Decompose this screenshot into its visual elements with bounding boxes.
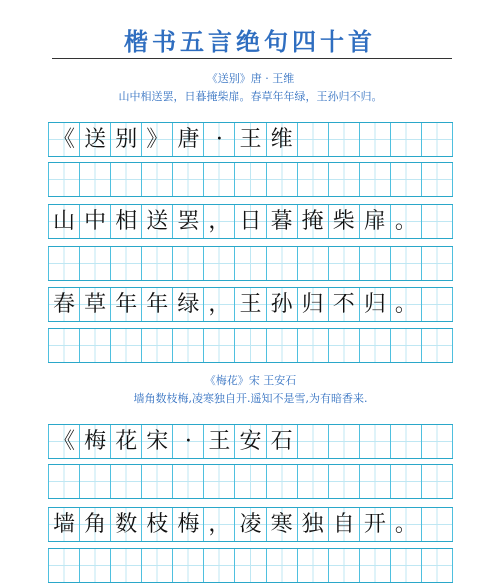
cell-character: 王 bbox=[239, 126, 262, 152]
cell-character: 梅 bbox=[84, 428, 107, 454]
grid-cell bbox=[421, 329, 453, 362]
grid-cell bbox=[328, 247, 359, 280]
cell-character: ， bbox=[208, 208, 231, 234]
cell-character: 归 bbox=[363, 291, 386, 317]
grid-cell bbox=[172, 425, 203, 458]
cell-character: 墙 bbox=[53, 511, 76, 537]
grid-cell bbox=[48, 205, 79, 238]
grid-cell bbox=[79, 163, 110, 196]
grid-cell bbox=[328, 329, 359, 362]
grid-cell bbox=[421, 425, 453, 458]
grid-cell bbox=[297, 465, 328, 498]
grid-cell bbox=[390, 329, 421, 362]
cell-character: 独 bbox=[301, 511, 324, 537]
grid-cell bbox=[141, 247, 172, 280]
grid-cell bbox=[203, 508, 234, 541]
cell-character: 角 bbox=[84, 511, 107, 537]
cell-character: 日 bbox=[239, 208, 262, 234]
cell-character: 归 bbox=[301, 291, 324, 317]
grid-cell bbox=[79, 205, 110, 238]
grid-cell bbox=[48, 508, 79, 541]
cell-character: 开 bbox=[363, 511, 386, 537]
cell-character: 。 bbox=[394, 511, 417, 537]
grid-cell bbox=[297, 163, 328, 196]
cell-character: 王 bbox=[208, 428, 231, 454]
grid-cell bbox=[328, 163, 359, 196]
grid-row bbox=[48, 424, 453, 459]
cell-character: 罢 bbox=[177, 208, 200, 234]
cell-character: ， bbox=[208, 291, 231, 317]
grid-cell bbox=[359, 425, 390, 458]
grid-cell bbox=[48, 549, 79, 582]
grid-row bbox=[48, 122, 453, 157]
grid-cell bbox=[110, 508, 141, 541]
cell-character: 《 bbox=[53, 428, 76, 454]
cell-character: 送 bbox=[84, 126, 107, 152]
grid-cell bbox=[297, 247, 328, 280]
grid-row bbox=[48, 246, 453, 281]
grid-cell bbox=[297, 508, 328, 541]
grid-cell bbox=[48, 465, 79, 498]
grid-cell bbox=[328, 549, 359, 582]
grid-cell bbox=[79, 549, 110, 582]
grid-cell bbox=[172, 163, 203, 196]
cell-character: · bbox=[184, 428, 192, 454]
grid-cell bbox=[421, 123, 453, 156]
grid-cell bbox=[203, 288, 234, 321]
grid-cell bbox=[266, 329, 297, 362]
grid-cell bbox=[141, 288, 172, 321]
grid-row bbox=[48, 204, 453, 239]
grid-cell bbox=[110, 205, 141, 238]
cell-character: 不 bbox=[332, 291, 355, 317]
grid-cell bbox=[421, 465, 453, 498]
grid-cell bbox=[359, 465, 390, 498]
grid-cell bbox=[266, 163, 297, 196]
grid-cell bbox=[48, 425, 79, 458]
grid-cell bbox=[203, 205, 234, 238]
grid-cell bbox=[79, 247, 110, 280]
grid-cell bbox=[172, 288, 203, 321]
grid-cell bbox=[234, 123, 265, 156]
grid-row bbox=[48, 548, 453, 583]
grid-cell bbox=[203, 123, 234, 156]
grid-row bbox=[48, 464, 453, 499]
grid-cell bbox=[79, 123, 110, 156]
cell-character: 凌 bbox=[239, 511, 262, 537]
cell-character: 孙 bbox=[270, 291, 293, 317]
grid-cell bbox=[234, 288, 265, 321]
grid-cell bbox=[390, 163, 421, 196]
grid-cell bbox=[234, 425, 265, 458]
grid-cell bbox=[79, 288, 110, 321]
page-title: 楷书五言绝句四十首 bbox=[124, 27, 376, 56]
cell-character: 送 bbox=[146, 208, 169, 234]
cell-character: 维 bbox=[270, 126, 293, 152]
grid-cell bbox=[328, 288, 359, 321]
cell-character: 扉 bbox=[363, 208, 386, 234]
grid-cell bbox=[297, 288, 328, 321]
grid-cell bbox=[390, 549, 421, 582]
grid-cell bbox=[359, 508, 390, 541]
grid-cell bbox=[141, 508, 172, 541]
grid-cell bbox=[141, 549, 172, 582]
cell-character: 。 bbox=[394, 208, 417, 234]
grid-cell bbox=[266, 508, 297, 541]
grid-cell bbox=[234, 247, 265, 280]
grid-row bbox=[48, 162, 453, 197]
cell-character: 。 bbox=[394, 291, 417, 317]
grid-cell bbox=[328, 508, 359, 541]
grid-cell bbox=[172, 329, 203, 362]
cell-character: 宋 bbox=[146, 428, 169, 454]
grid-cell bbox=[79, 425, 110, 458]
cell-character: 寒 bbox=[270, 511, 293, 537]
grid-cell bbox=[359, 329, 390, 362]
grid-cell bbox=[421, 508, 453, 541]
grid-cell bbox=[141, 123, 172, 156]
grid-cell bbox=[359, 205, 390, 238]
cell-character: · bbox=[215, 126, 223, 152]
grid-cell bbox=[421, 288, 453, 321]
grid-row bbox=[48, 287, 453, 322]
grid-cell bbox=[172, 465, 203, 498]
title-underline bbox=[52, 58, 452, 59]
grid-cell bbox=[110, 163, 141, 196]
grid-cell bbox=[203, 163, 234, 196]
grid-cell bbox=[203, 329, 234, 362]
cell-character: 暮 bbox=[270, 208, 293, 234]
grid-cell bbox=[141, 425, 172, 458]
grid-cell bbox=[141, 465, 172, 498]
grid-cell bbox=[79, 508, 110, 541]
grid-cell bbox=[234, 205, 265, 238]
cell-character: 草 bbox=[84, 291, 107, 317]
cell-character: 《 bbox=[53, 126, 76, 152]
grid-cell bbox=[297, 123, 328, 156]
cell-character: 唐 bbox=[177, 126, 200, 152]
cell-character: 年 bbox=[115, 291, 138, 317]
grid-cell bbox=[390, 425, 421, 458]
cell-character: 枝 bbox=[146, 511, 169, 537]
grid-cell bbox=[266, 465, 297, 498]
grid-cell bbox=[48, 288, 79, 321]
grid-cell bbox=[390, 123, 421, 156]
grid-cell bbox=[48, 163, 79, 196]
grid-cell bbox=[234, 163, 265, 196]
grid-cell bbox=[359, 288, 390, 321]
cell-character: 梅 bbox=[177, 511, 200, 537]
grid-cell bbox=[328, 123, 359, 156]
grid-cell bbox=[421, 549, 453, 582]
grid-cell bbox=[297, 329, 328, 362]
grid-cell bbox=[234, 508, 265, 541]
cell-character: 绿 bbox=[177, 291, 200, 317]
cell-character: ， bbox=[208, 511, 231, 537]
grid-cell bbox=[79, 329, 110, 362]
grid-cell bbox=[234, 329, 265, 362]
cell-character: 王 bbox=[239, 291, 262, 317]
grid-cell bbox=[266, 205, 297, 238]
grid-cell bbox=[390, 508, 421, 541]
grid-cell bbox=[48, 329, 79, 362]
grid-cell bbox=[328, 205, 359, 238]
cell-character: 花 bbox=[115, 428, 138, 454]
poem-1-caption-title: 《送别》唐 · 王维 bbox=[206, 72, 295, 85]
cell-character: 山 bbox=[53, 208, 76, 234]
grid-cell bbox=[234, 549, 265, 582]
cell-character: 》 bbox=[146, 126, 169, 152]
poem-2-caption-title: 《梅花》宋 王安石 bbox=[204, 374, 297, 387]
grid-cell bbox=[328, 465, 359, 498]
cell-character: 掩 bbox=[301, 208, 324, 234]
grid-cell bbox=[359, 123, 390, 156]
grid-cell bbox=[203, 465, 234, 498]
grid-cell bbox=[421, 205, 453, 238]
grid-cell bbox=[110, 425, 141, 458]
cell-character: 中 bbox=[84, 208, 107, 234]
grid-cell bbox=[421, 163, 453, 196]
cell-character: 春 bbox=[53, 291, 76, 317]
grid-cell bbox=[141, 205, 172, 238]
grid-cell bbox=[266, 123, 297, 156]
grid-cell bbox=[421, 247, 453, 280]
grid-cell bbox=[141, 163, 172, 196]
grid-cell bbox=[297, 205, 328, 238]
grid-cell bbox=[110, 123, 141, 156]
cell-character: 石 bbox=[270, 428, 293, 454]
grid-cell bbox=[141, 329, 172, 362]
grid-cell bbox=[390, 205, 421, 238]
grid-cell bbox=[172, 508, 203, 541]
cell-character: 相 bbox=[115, 208, 138, 234]
cell-character: 别 bbox=[115, 126, 138, 152]
grid-cell bbox=[48, 247, 79, 280]
grid-cell bbox=[110, 465, 141, 498]
grid-cell bbox=[172, 247, 203, 280]
grid-cell bbox=[203, 425, 234, 458]
cell-character: 柴 bbox=[332, 208, 355, 234]
grid-cell bbox=[110, 288, 141, 321]
grid-cell bbox=[172, 205, 203, 238]
grid-cell bbox=[234, 465, 265, 498]
grid-cell bbox=[110, 329, 141, 362]
grid-cell bbox=[172, 549, 203, 582]
grid-cell bbox=[390, 465, 421, 498]
grid-cell bbox=[79, 465, 110, 498]
poem-1-caption-text: 山中相送罢，日暮掩柴扉。春草年年绿，王孙归不归。 bbox=[118, 90, 383, 103]
grid-cell bbox=[390, 247, 421, 280]
grid-cell bbox=[266, 288, 297, 321]
cell-character: 自 bbox=[332, 511, 355, 537]
cell-character: 年 bbox=[146, 291, 169, 317]
poem-2-caption-text: 墙角数枝梅,凌寒独自开.遥知不是雪,为有暗香来. bbox=[133, 392, 368, 405]
grid-cell bbox=[390, 288, 421, 321]
grid-cell bbox=[110, 549, 141, 582]
grid-cell bbox=[266, 425, 297, 458]
cell-character: 数 bbox=[115, 511, 138, 537]
grid-cell bbox=[359, 247, 390, 280]
grid-cell bbox=[328, 425, 359, 458]
grid-cell bbox=[172, 123, 203, 156]
grid-cell bbox=[203, 247, 234, 280]
grid-cell bbox=[297, 549, 328, 582]
grid-cell bbox=[203, 549, 234, 582]
grid-cell bbox=[266, 549, 297, 582]
grid-cell bbox=[48, 123, 79, 156]
cell-character: 安 bbox=[239, 428, 262, 454]
grid-row bbox=[48, 507, 453, 542]
grid-cell bbox=[110, 247, 141, 280]
grid-cell bbox=[297, 425, 328, 458]
grid-cell bbox=[359, 549, 390, 582]
grid-cell bbox=[359, 163, 390, 196]
grid-cell bbox=[266, 247, 297, 280]
grid-row bbox=[48, 328, 453, 363]
